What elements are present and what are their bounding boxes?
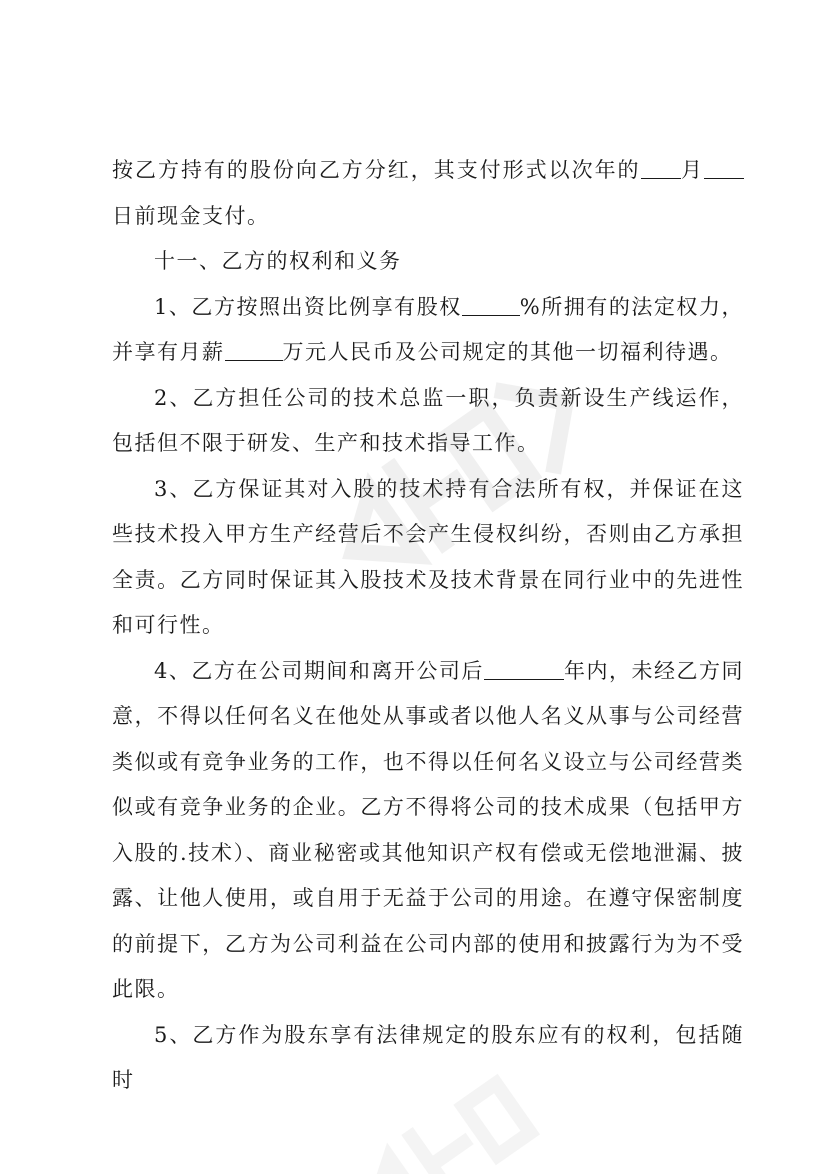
clause-2: 2、乙方担任公司的技术总监一职，负责新设生产线运作，包括但不限于研发、生产和技术指导工作。 (112, 385, 744, 455)
blank-years (484, 656, 564, 679)
blank-monthly-salary (225, 338, 283, 361)
blank-day (704, 156, 744, 179)
blank-equity-percent (462, 292, 520, 315)
paragraph-dividend: 按乙方持有的股份向乙方分红，其支付形式以次年的 月日前现金支付。 (112, 148, 744, 239)
clause-5: 5、乙方作为股东享有法律规定的股东应有的权利，包括随时 (112, 1022, 744, 1092)
section-heading-11: 十一、乙方的权利和义务 (154, 249, 402, 273)
blank-month (641, 156, 681, 179)
clause-1: 1、乙方按照出资比例享有股权 %所拥有的法定权力，并享有月薪 万元人民币及公司规定的其他一切福利待遇。 (112, 285, 744, 376)
document-body (112, 148, 744, 1104)
clause-3: 3、乙方保证其对入股的技术持有合法所有权，并保证在这些技术投入甲方生产经营后不会产生侵权纠纷，否则由乙方承担全责。乙方同时保证其入股技术及技术背景在同行业中的先进性和可行性。 (112, 476, 744, 637)
clause-4: 4、乙方在公司期间和离开公司后 年内，未经乙方同意，不得以任何名义在他处从事或者以他人名义从事与公司经营类似或有竞争业务的工作，也不得以任何名义设立与公司经营类似或有竞争业务的企业。乙方不得将公司的技术成果（包括甲方入股的.技术）、商业秘密或其他知识产权有偿或无偿地泄漏、披露、让他人使用，或自用于无益于公司的用途。在遵守保密制度的前提下，乙方为公司利益在公司内部的使用和披露行为为不受此限。 (112, 649, 744, 1013)
